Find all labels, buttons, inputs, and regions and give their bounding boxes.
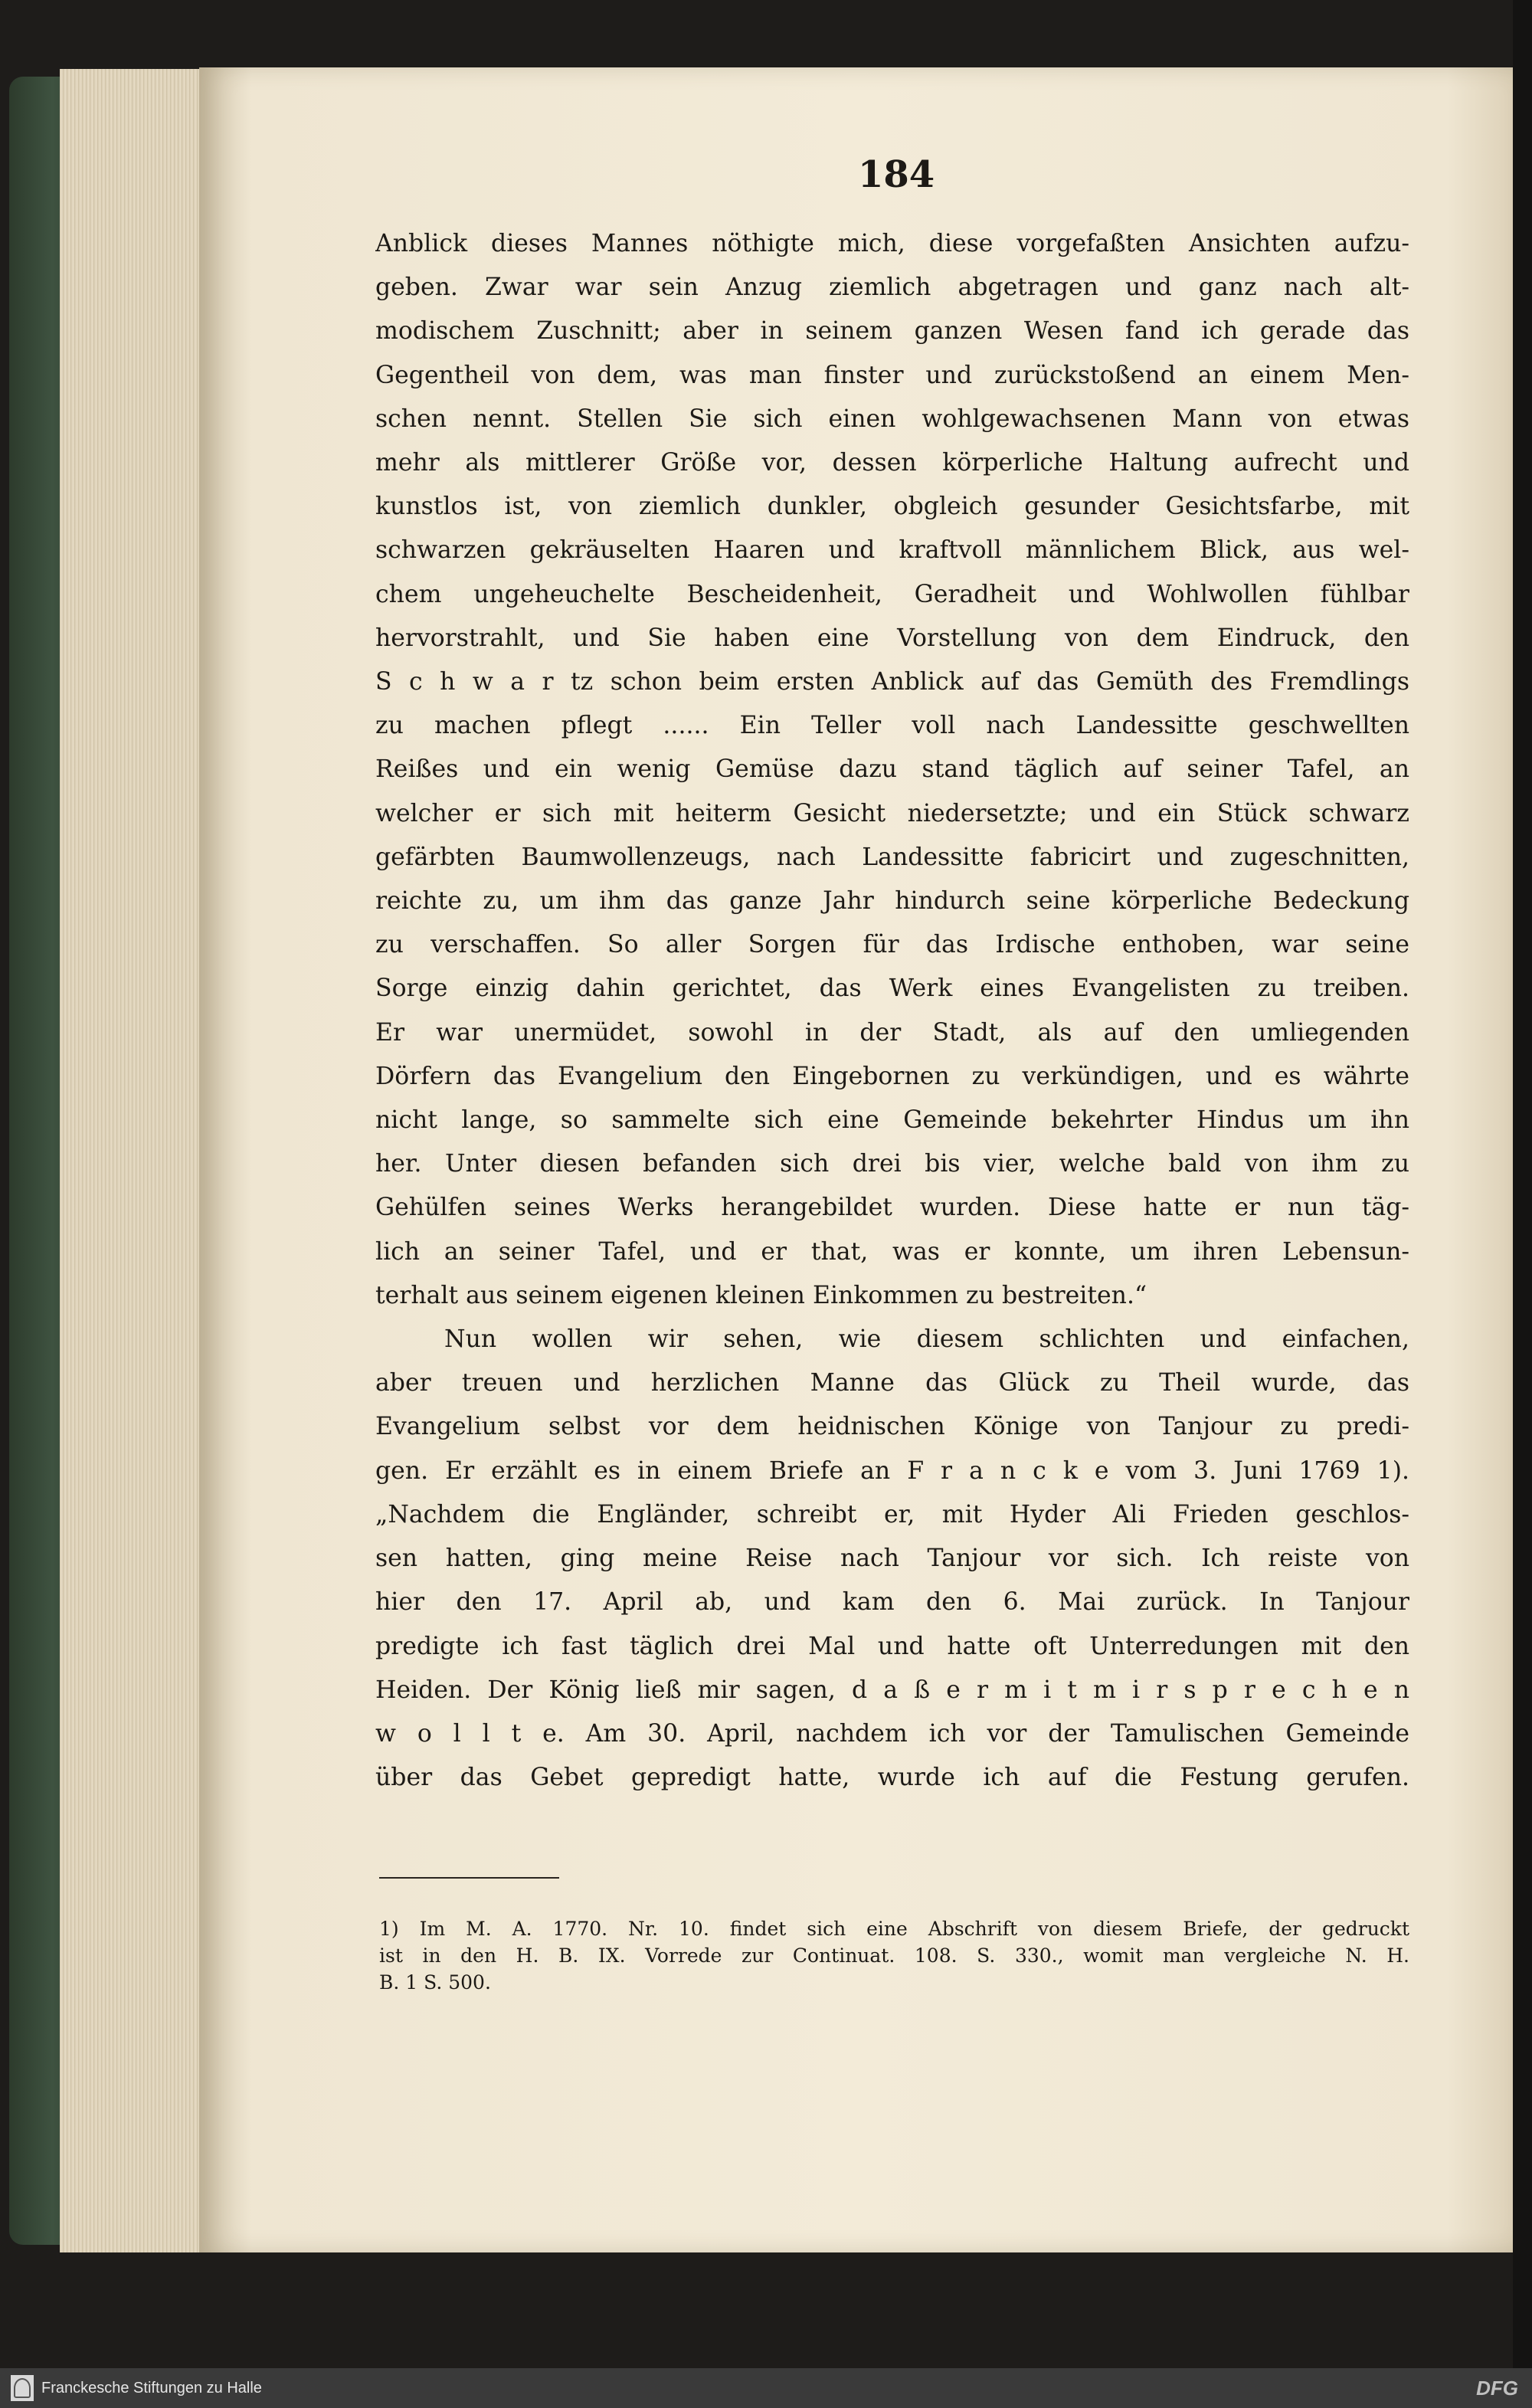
text-line: predigte ich fast täglich drei Mal und hatte oft Unterredungen mit den bbox=[375, 1632, 1409, 1660]
text-line: hervorstrahlt, und Sie haben eine Vorstellung von dem Eindruck, den bbox=[375, 624, 1409, 652]
text-line: chem ungeheuchelte Bescheidenheit, Geradheit und Wohlwollen fühlbar bbox=[375, 580, 1409, 608]
footnote-line: ist in den H. B. IX. Vorrede zur Continuat. 108. S. 330., womit man vergleiche N. H. bbox=[379, 1944, 1409, 1967]
text-line: reichte zu, um ihm das ganze Jahr hindurch seine körperliche Bedeckung bbox=[375, 887, 1409, 916]
text-line: Reißes und ein wenig Gemüse dazu stand täglich auf seiner Tafel, an bbox=[375, 755, 1409, 784]
text-line: S c h w a r tz schon beim ersten Anblick auf das Gemüth des Fremdlings bbox=[375, 668, 1409, 696]
text-line: Sorge einzig dahin gerichtet, das Werk eines Evangelisten zu treiben. bbox=[375, 975, 1409, 1003]
text-line: zu machen pflegt ...... Ein Teller voll nach Landessitte geschwellten bbox=[375, 712, 1409, 740]
text-line: w o l l t e. Am 30. April, nachdem ich vor der Tamulischen Gemeinde bbox=[375, 1719, 1409, 1748]
footer-bar bbox=[0, 2368, 1532, 2408]
right-margin-shadow bbox=[1513, 0, 1532, 2368]
text-line: „Nachdem die Engländer, schreibt er, mit Hyder Ali Frieden geschlos- bbox=[375, 1500, 1409, 1528]
text-line: sen hatten, ging meine Reise nach Tanjour vor sich. Ich reiste von bbox=[375, 1545, 1409, 1573]
text-line: Heiden. Der König ließ mir sagen, d a ß e r m i t m i r s p r e c h e n bbox=[375, 1676, 1409, 1704]
text-line: hier den 17. April ab, und kam den 6. Mai zurück. In Tanjour bbox=[375, 1588, 1409, 1617]
text-line: Evangelium selbst vor dem heidnischen Könige von Tanjour zu predi- bbox=[375, 1413, 1409, 1441]
text-line: Er war unermüdet, sowohl in der Stadt, als auf den umliegenden bbox=[375, 1018, 1409, 1047]
text-line: gen. Er erzählt es in einem Briefe an F r a n c k e vom 3. Juni 1769 1). bbox=[375, 1456, 1409, 1485]
text-line: über das Gebet gepredigt hatte, wurde ich auf die Festung gerufen. bbox=[375, 1764, 1409, 1792]
footnote-line: 1) Im M. A. 1770. Nr. 10. findet sich eine Abschrift von diesem Briefe, der gedruckt bbox=[379, 1918, 1409, 1940]
text-line: Gehülfen seines Werks herangebildet wurden. Diese hatte er nun täg- bbox=[375, 1194, 1409, 1222]
text-line: Gegentheil von dem, was man finster und zurückstoßend an einem Men- bbox=[375, 361, 1409, 389]
text-line: zu verschaffen. So aller Sorgen für das Irdische enthoben, war seine bbox=[375, 931, 1409, 959]
text-line: schwarzen gekräuselten Haaren und kraftvoll männlichem Blick, aus wel- bbox=[375, 536, 1409, 565]
footnote-rule bbox=[379, 1877, 559, 1879]
text-line: lich an seiner Tafel, und er that, was er konnte, um ihren Lebensun- bbox=[375, 1237, 1409, 1266]
footnote-line: B. 1 S. 500. bbox=[379, 1971, 491, 1994]
text-line: Anblick dieses Mannes nöthigte mich, diese vorgefaßten Ansichten aufzu- bbox=[375, 230, 1409, 257]
text-line: gefärbten Baumwollenzeugs, nach Landessitte fabricirt und zugeschnitten, bbox=[375, 843, 1409, 871]
text-line: geben. Zwar war sein Anzug ziemlich abgetragen und ganz nach alt- bbox=[375, 274, 1409, 302]
dfg-logo[interactable]: DFG bbox=[1476, 2376, 1518, 2400]
body-text bbox=[375, 222, 1409, 1800]
institution-name: Franckesche Stiftungen zu Halle bbox=[41, 2379, 262, 2397]
paragraph-start: Nun wollen wir sehen, wie diesem schlichten und einfachen, bbox=[444, 1325, 1409, 1354]
institution-credit[interactable] bbox=[0, 2375, 262, 2401]
text-line: aber treuen und herzlichen Manne das Glück zu Theil wurde, das bbox=[375, 1369, 1409, 1397]
text-line: nicht lange, so sammelte sich eine Gemeinde bekehrter Hindus um ihn bbox=[375, 1106, 1409, 1135]
text-line: welcher er sich mit heiterm Gesicht niedersetzte; und ein Stück schwarz bbox=[375, 799, 1409, 827]
text-line: terhalt aus seinem eigenen kleinen Einkommen zu bestreiten.“ bbox=[375, 1281, 1147, 1309]
page-number: 184 bbox=[858, 153, 935, 196]
institution-logo-icon bbox=[11, 2375, 34, 2401]
text-line: schen nennt. Stellen Sie sich einen wohlgewachsenen Mann von etwas bbox=[375, 405, 1409, 433]
text-line: mehr als mittlerer Größe vor, dessen körperliche Haltung aufrecht und bbox=[375, 449, 1409, 477]
text-line: kunstlos ist, von ziemlich dunkler, obgleich gesunder Gesichtsfarbe, mit bbox=[375, 493, 1409, 521]
text-line: modischem Zuschnitt; aber in seinem ganzen Wesen fand ich gerade das bbox=[375, 317, 1409, 346]
text-line: her. Unter diesen befanden sich drei bis vier, welche bald von ihm zu bbox=[375, 1150, 1409, 1178]
footnote bbox=[379, 1915, 1409, 1996]
text-line: Dörfern das Evangelium den Eingebornen zu verkündigen, und es währte bbox=[375, 1062, 1409, 1090]
